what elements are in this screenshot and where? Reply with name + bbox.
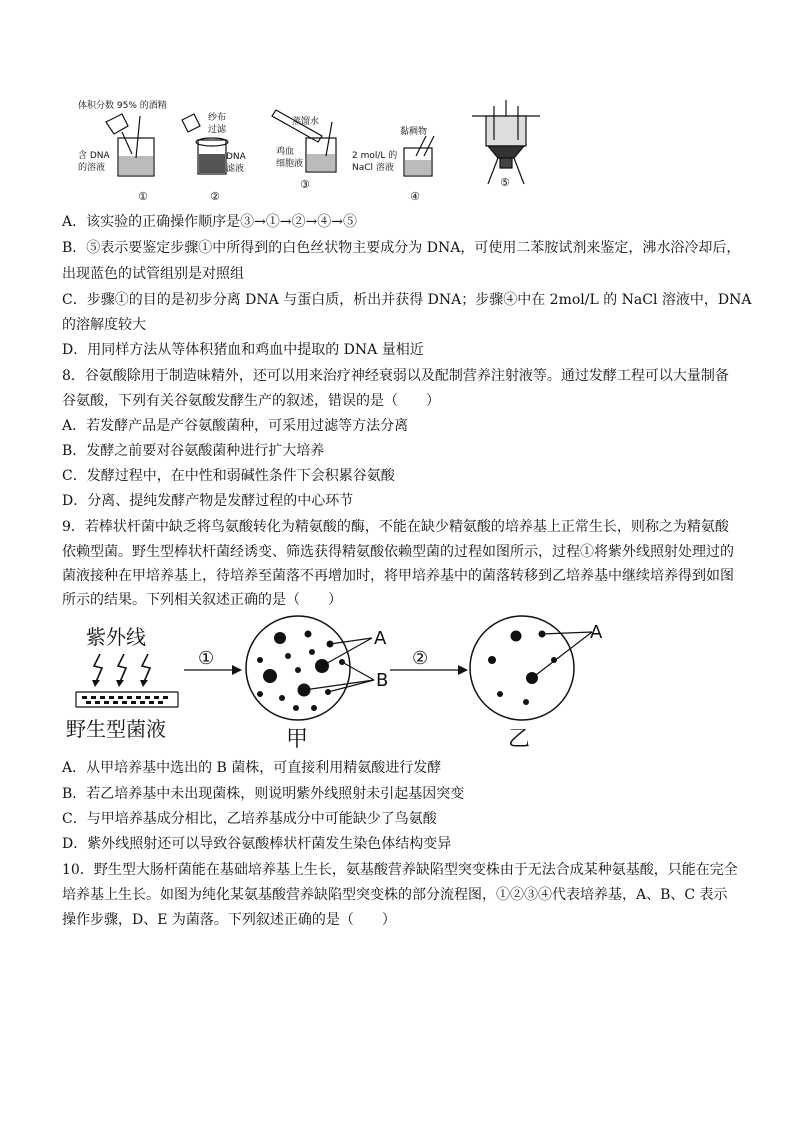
process-1-label: ①: [198, 648, 215, 669]
step-4-marker: ④: [410, 190, 420, 203]
q8-option-b: B．发酵之前要对谷氨酸菌种进行扩大培养: [62, 443, 325, 459]
q7-option-c-line1: C．步骤①的目的是初步分离 DNA 与蛋白质，析出并获得 DNA；步骤④中在 2mol/L 的 NaCl 溶液中，DNA: [62, 292, 752, 308]
filter-beaker-icon: [182, 114, 228, 174]
uv-rays-icon: [94, 654, 150, 682]
beaker-icon: [106, 114, 154, 176]
step-2-marker: ②: [210, 190, 220, 203]
q7-option-b-line2: 出现蓝色的试管组别是对照组: [62, 266, 244, 282]
dna-extraction-figure: [70, 96, 560, 206]
dna-solution-label-1: 含 DNA: [78, 151, 110, 161]
uv-label: 紫外线: [86, 625, 146, 649]
q9-option-c: C．与甲培养基成分相比，乙培养基成分中可能缺少了鸟氨酸: [62, 811, 437, 827]
q8-option-a: A．若发酵产品是产谷氨酸菌种，可采用过滤等方法分离: [62, 418, 409, 434]
q7-option-b-line1: B．⑤表示要鉴定步骤①中所得到的白色丝状物主要成分为 DNA，可使用二苯胺试剂来鉴定，沸水浴冷却后，: [62, 240, 741, 256]
ethanol-label: 体积分数 95% 的酒精: [78, 101, 167, 111]
process-2-label: ②: [412, 648, 429, 669]
dna-filtrate-label-2: 滤液: [226, 164, 245, 174]
q10-stem-line2: 培养基上生长。如图为纯化某氨基酸营养缺陷型突变株的部分流程图，①②③④代表培养基，A、B、C 表示: [62, 887, 728, 903]
q9-stem-line1: 9．若棒状杆菌中缺乏将鸟氨酸转化为精氨酸的酶，不能在缺少精氨酸的培养基上正常生长，则称之为精氨酸: [62, 519, 729, 535]
step-5-marker: ⑤: [500, 176, 510, 189]
step-3-marker: ③: [300, 178, 310, 191]
label-a-dish-yi: A: [590, 622, 603, 643]
dish-yi-label: 乙: [508, 727, 531, 752]
q8-stem-line1: 8．谷氨酸除用于制造味精外，还可以用来治疗神经衰弱以及配制营养注射液等。通过发酵工程可以大量制备: [62, 368, 729, 384]
water-bath-apparatus-icon: [472, 100, 540, 184]
q10-stem-line3: 操作步骤，D、E 为菌落。下列叙述正确的是（ ）: [62, 912, 396, 928]
q9-option-d: D．紫外线照射还可以导致谷氨酸棒状杆菌发生染色体结构变异: [62, 836, 452, 852]
nacl-label-2: NaCl 溶液: [352, 163, 394, 173]
gauze-label-1: 纱布: [208, 113, 227, 123]
nacl-label-1: 2 mol/L 的: [352, 151, 398, 161]
uv-ray-heads-icon: [92, 680, 148, 687]
q8-stem-line2: 谷氨酸，下列有关谷氨酸发酵生产的叙述，错误的是（ ）: [62, 393, 440, 409]
water-label: 蒸馏水: [292, 117, 320, 127]
culture-vessel-icon: [76, 692, 178, 707]
q9-option-a: A．从甲培养基中选出的 B 菌株，可直接利用精氨酸进行发酵: [62, 760, 442, 776]
q9-stem-line3: 菌液接种在甲培养基上，待培养至菌落不再增加时，将甲培养基中的菌落转移到乙培养基中继续培养得到如图: [62, 568, 734, 584]
arrow-2-icon: [390, 665, 468, 675]
wild-type-label: 野生型菌液: [66, 717, 166, 741]
q9-stem-line4: 所示的结果。下列相关叙述正确的是（ ）: [62, 592, 342, 608]
dish-jia-label: 甲: [286, 727, 309, 752]
dna-filtrate-label-1: DNA: [226, 152, 246, 162]
blood-label-2: 细胞液: [276, 159, 304, 169]
q10-stem-line1: 10．野生型大肠杆菌能在基础培养基上生长，氨基酸营养缺陷型突变株由于无法合成某种氨基酸，只能在完全: [62, 862, 738, 878]
dish-jia-icon: [246, 616, 374, 720]
step-1-marker: ①: [138, 190, 148, 203]
mutagenesis-figure: [60, 614, 620, 754]
dish-yi-icon: [470, 616, 592, 720]
q9-stem-line2: 依赖型菌。野生型棒状杆菌经诱变、筛选获得精氨酸依赖型菌的过程如图所示，过程①将紫外线照射处理过的: [62, 544, 734, 560]
q7-option-d: D．用同样方法从等体积猪血和鸡血中提取的 DNA 量相近: [62, 342, 424, 358]
q7-option-a: A．该实验的正确操作顺序是③→①→②→④→⑤: [62, 214, 358, 230]
q9-option-b: B．若乙培养基中未出现菌株，则说明紫外线照射未引起基因突变: [62, 786, 465, 802]
label-b-dish-jia: B: [376, 670, 389, 691]
blood-label-1: 鸡血: [276, 147, 295, 157]
mucus-label: 黏稠物: [400, 127, 428, 137]
q8-option-c: C．发酵过程中，在中性和弱碱性条件下会积累谷氨酸: [62, 468, 395, 484]
label-a-dish-jia: A: [374, 628, 387, 649]
q8-option-d: D．分离、提纯发酵产物是发酵过程的中心环节: [62, 493, 354, 509]
q7-option-c-line2: 的溶解度较大: [62, 317, 146, 333]
nacl-beaker-icon: [404, 136, 434, 176]
gauze-label-2: 过滤: [208, 125, 227, 135]
dna-solution-label-2: 的溶液: [78, 163, 106, 173]
